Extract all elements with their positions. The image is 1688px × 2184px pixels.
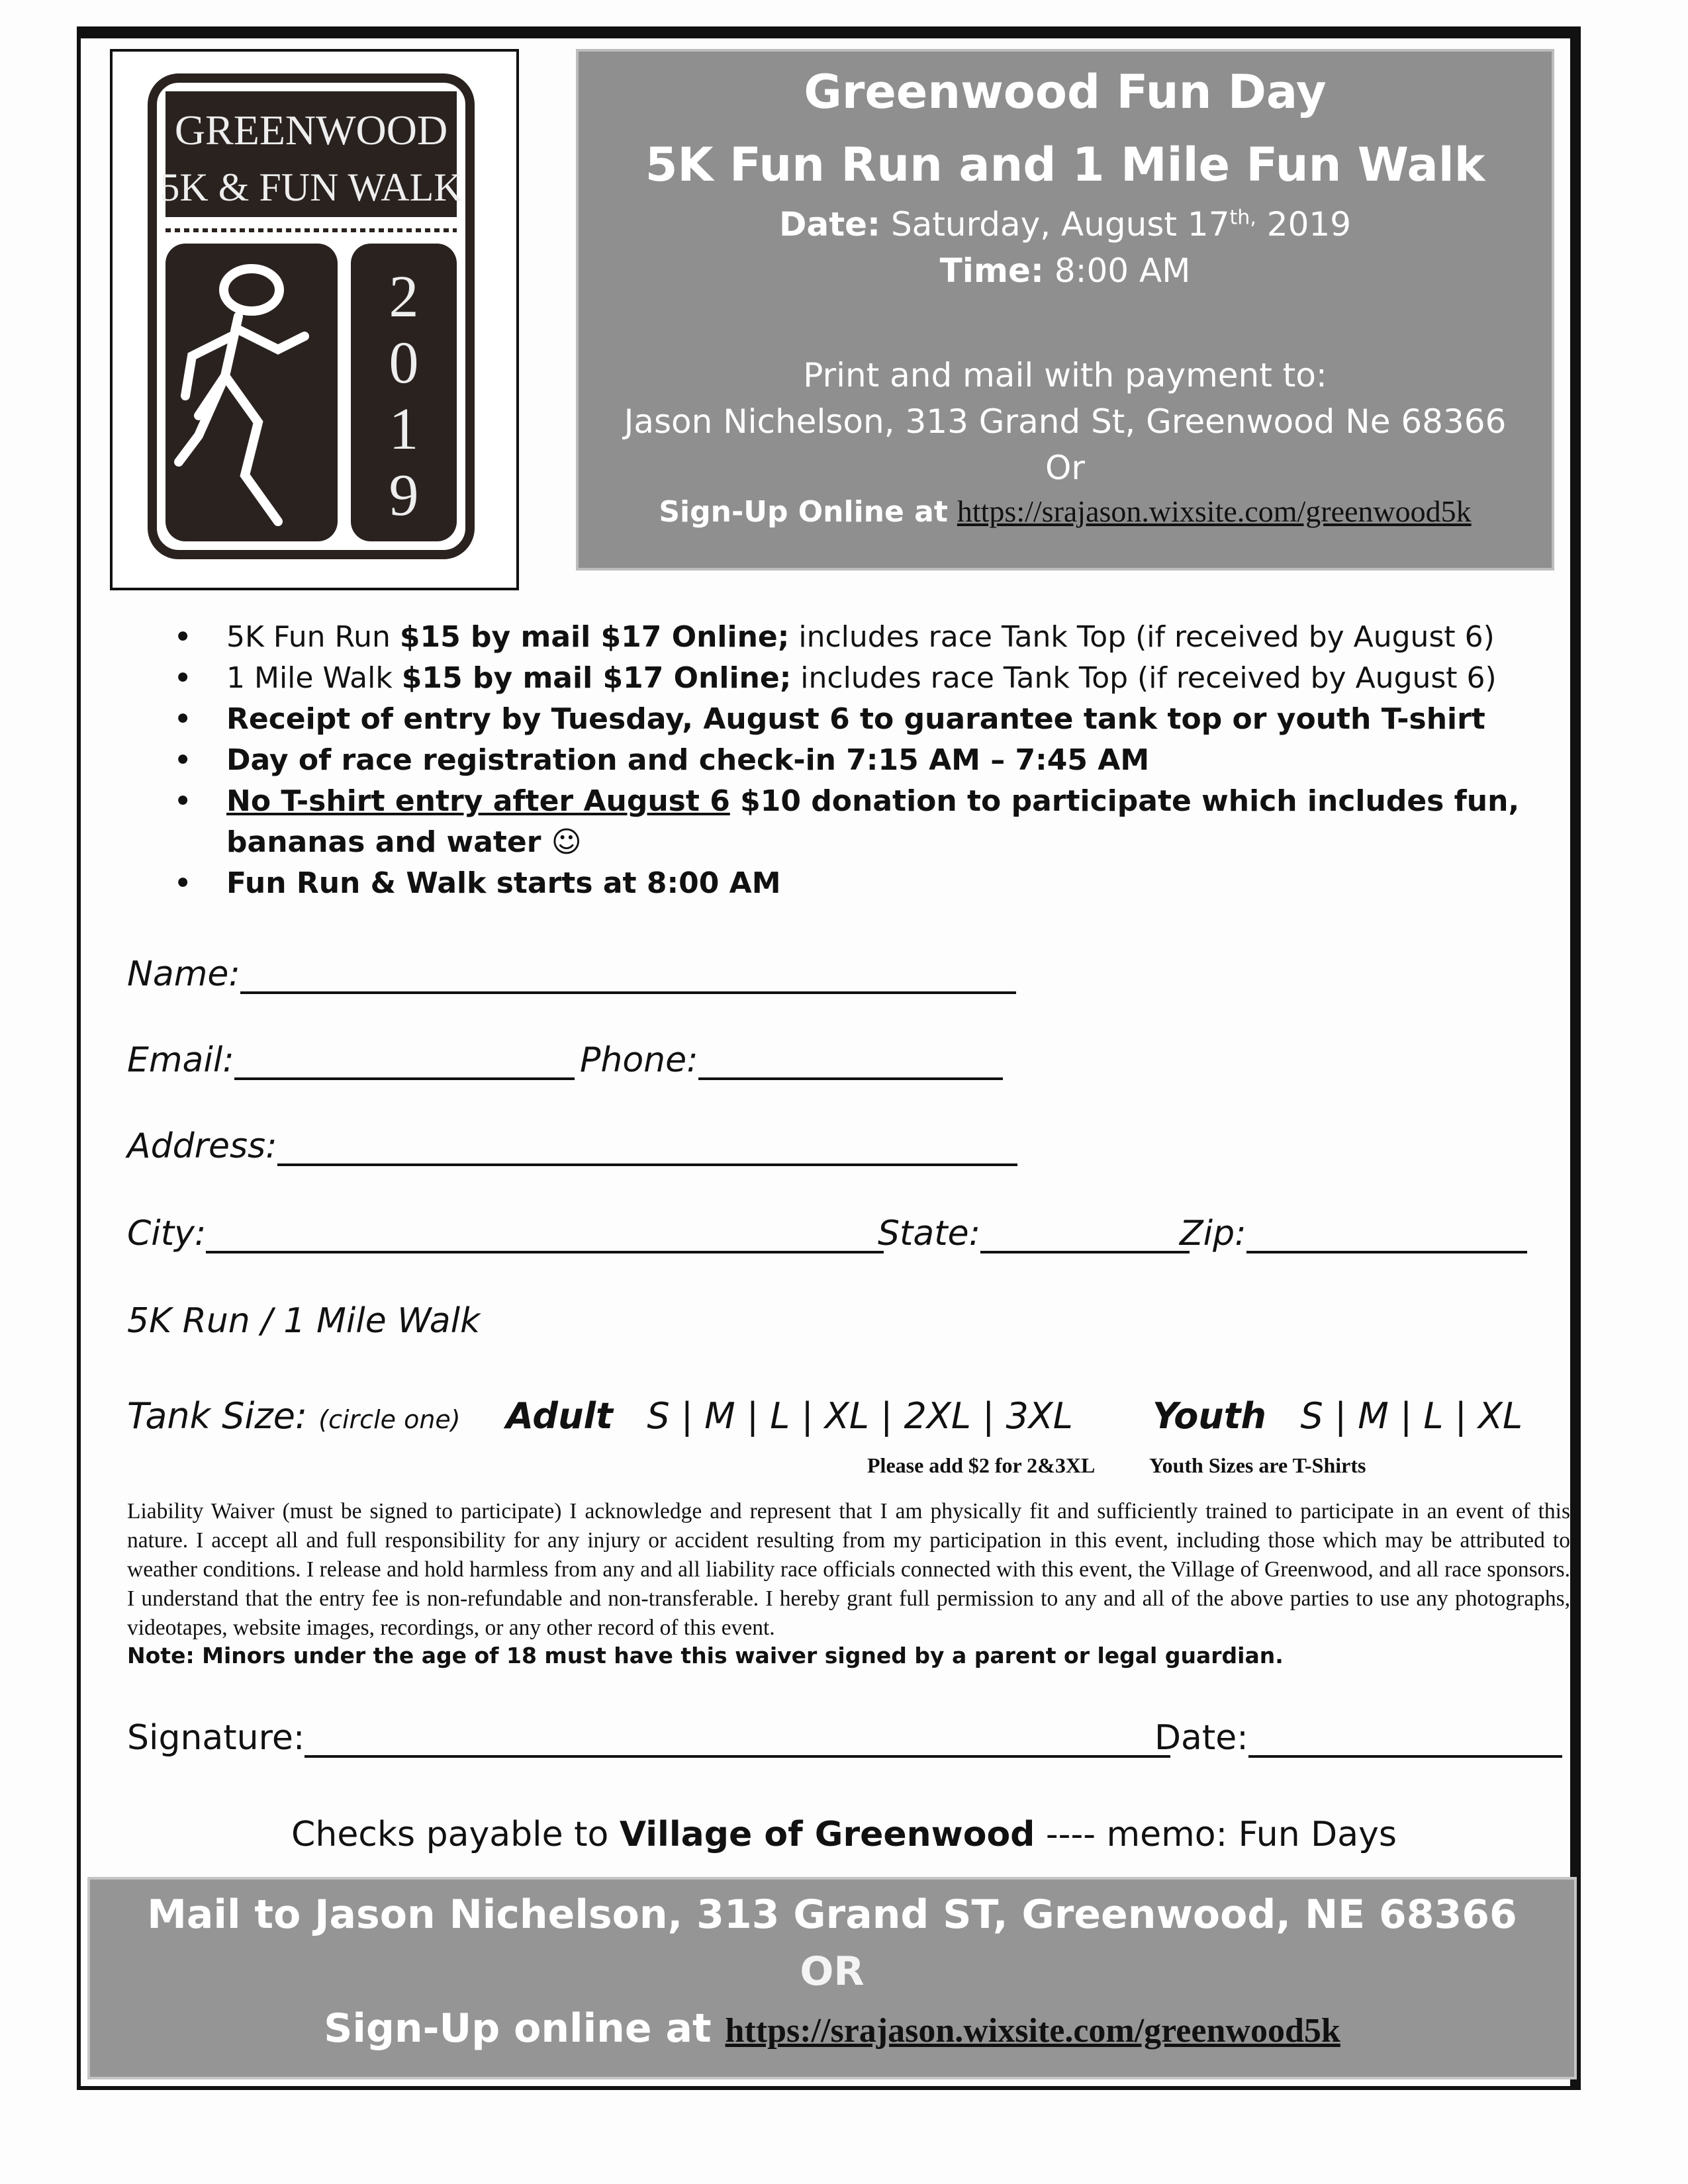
event-time	[579, 251, 1552, 290]
or-text: Or	[1045, 449, 1085, 487]
phone-input-line[interactable]	[698, 1043, 1003, 1080]
list-item: • 1 Mile Walk $15 by mail $17 Online; includes race Tank Top (if received by August 6)	[173, 658, 1550, 699]
signature-label: Signature:	[127, 1718, 305, 1758]
zip-field	[1180, 1214, 1527, 1253]
list-item: • 5K Fun Run $15 by mail $17 Online; includes race Tank Top (if received by August 6)	[173, 617, 1550, 658]
footer-signup-link[interactable]: https://srajason.wixsite.com/greenwood5k	[725, 2012, 1340, 2050]
tank-size-row	[127, 1395, 1523, 1437]
email-field	[127, 1040, 575, 1080]
footer-signup-label: Sign-Up online at	[324, 2005, 726, 2052]
address-label: Address:	[127, 1126, 277, 1166]
footer-signup-line	[90, 2005, 1574, 2052]
signature-input-line[interactable]	[305, 1721, 1170, 1758]
signup-link[interactable]: https://srajason.wixsite.com/greenwood5k	[957, 494, 1472, 528]
race-logo-box	[110, 49, 519, 590]
signature-date-input-line[interactable]	[1248, 1721, 1562, 1758]
name-label: Name:	[127, 954, 240, 994]
signup-online-label: Sign-Up Online at	[659, 495, 948, 529]
print-mail-text: Print and mail with payment to:	[803, 356, 1327, 394]
logo-year-digit-2: 0	[389, 330, 419, 396]
event-header	[576, 49, 1554, 570]
time-value: 8:00 AM	[1054, 251, 1191, 290]
email-label: Email:	[127, 1040, 234, 1080]
state-label: State:	[878, 1214, 981, 1253]
state-field	[878, 1214, 1190, 1253]
zip-input-line[interactable]	[1246, 1216, 1527, 1253]
time-label: Time:	[939, 251, 1044, 290]
checks-prefix: Checks payable to	[291, 1815, 620, 1854]
youth-label: Youth	[1152, 1395, 1266, 1437]
event-subtitle: 5K Fun Run and 1 Mile Fun Walk	[645, 138, 1485, 192]
phone-label: Phone:	[580, 1040, 698, 1080]
mail-address: Jason Nichelson, 313 Grand St, Greenwood Ne 68366	[624, 402, 1507, 441]
list-item: • Receipt of entry by Tuesday, August 6 to guarantee tank top or youth T-shirt	[173, 699, 1550, 740]
address-input-line[interactable]	[277, 1129, 1017, 1166]
name-input-line[interactable]	[240, 957, 1016, 994]
liability-waiver: Liability Waiver (must be signed to participate) I acknowledge and represent that I am physically fit and sufficiently trained to participate in an event of this nature. I accept all and full responsibility for any injury or accident resulting from my participation in this event, including those which may be attributed to weather conditions. I release and hold harmless from any and all liability race officials connected with this event, the Village of Greenwood, and all race sponsors. I understand that the entry fee is non-refundable and non-transferable. I hereby grant full permission to any and all of the above parties to use any photographs, videotapes, website images, recordings, or any other record of this event.	[127, 1499, 1570, 1640]
event-choice[interactable]: 5K Run / 1 Mile Walk	[127, 1301, 481, 1341]
event-title: Greenwood Fun Day	[804, 65, 1327, 119]
logo-year-digit-1: 2	[389, 264, 419, 330]
footer-or: OR	[800, 1948, 865, 1995]
list-item: • Fun Run & Walk starts at 8:00 AM	[173, 863, 1550, 904]
list-item: • No T-shirt entry after August 6 $10 donation to participate which includes fun, bananas and water ☺	[173, 781, 1550, 863]
youth-size-note: Youth Sizes are T-Shirts	[1149, 1453, 1366, 1477]
race-logo-image	[139, 65, 483, 568]
date-label: Date:	[778, 205, 881, 244]
logo-line2: 5K & FUN WALK	[160, 165, 463, 209]
adult-size-options[interactable]: S | M | L | XL | 2XL | 3XL	[647, 1395, 1073, 1437]
footer-mail-address: Mail to Jason Nichelson, 313 Grand ST, Greenwood, NE 68366	[147, 1891, 1517, 1938]
event-date	[579, 205, 1552, 244]
zip-label: Zip:	[1180, 1214, 1246, 1253]
minors-note: Note: Minors under the age of 18 must have this waiver signed by a parent or legal guardian.	[127, 1643, 1284, 1668]
address-field	[127, 1126, 1017, 1166]
date-superscript: th,	[1229, 206, 1256, 230]
city-field	[127, 1214, 884, 1253]
name-field	[127, 954, 1016, 994]
logo-line1: GREENWOOD	[174, 107, 448, 154]
checks-payable-line	[0, 1815, 1688, 1854]
adult-label: Adult	[506, 1395, 613, 1437]
signature-date-label: Date:	[1154, 1718, 1248, 1758]
email-input-line[interactable]	[234, 1043, 575, 1080]
tank-size-label: Tank Size:	[127, 1395, 308, 1437]
logo-year-digit-3: 1	[389, 396, 419, 462]
date-value: Saturday, August 17	[890, 205, 1230, 244]
signature-field	[127, 1718, 1170, 1758]
signup-online-line	[579, 494, 1552, 529]
checks-memo: ---- memo: Fun Days	[1035, 1815, 1397, 1854]
youth-size-options[interactable]: S | M | L | XL	[1300, 1395, 1523, 1437]
mail-footer	[87, 1877, 1577, 2079]
checks-payee: Village of Greenwood	[619, 1815, 1035, 1854]
event-details-list	[173, 617, 1550, 904]
city-input-line[interactable]	[206, 1216, 884, 1253]
circle-one-hint: (circle one)	[318, 1405, 461, 1434]
logo-year-digit-4: 9	[389, 463, 419, 528]
city-label: City:	[127, 1214, 207, 1253]
state-input-line[interactable]	[980, 1216, 1190, 1253]
date-year: 2019	[1266, 205, 1352, 244]
list-item: • Day of race registration and check-in 7:15 AM – 7:45 AM	[173, 740, 1550, 781]
adult-size-note: Please add $2 for 2&3XL	[867, 1453, 1096, 1477]
phone-field	[580, 1040, 1003, 1080]
signature-date-field	[1154, 1718, 1562, 1758]
